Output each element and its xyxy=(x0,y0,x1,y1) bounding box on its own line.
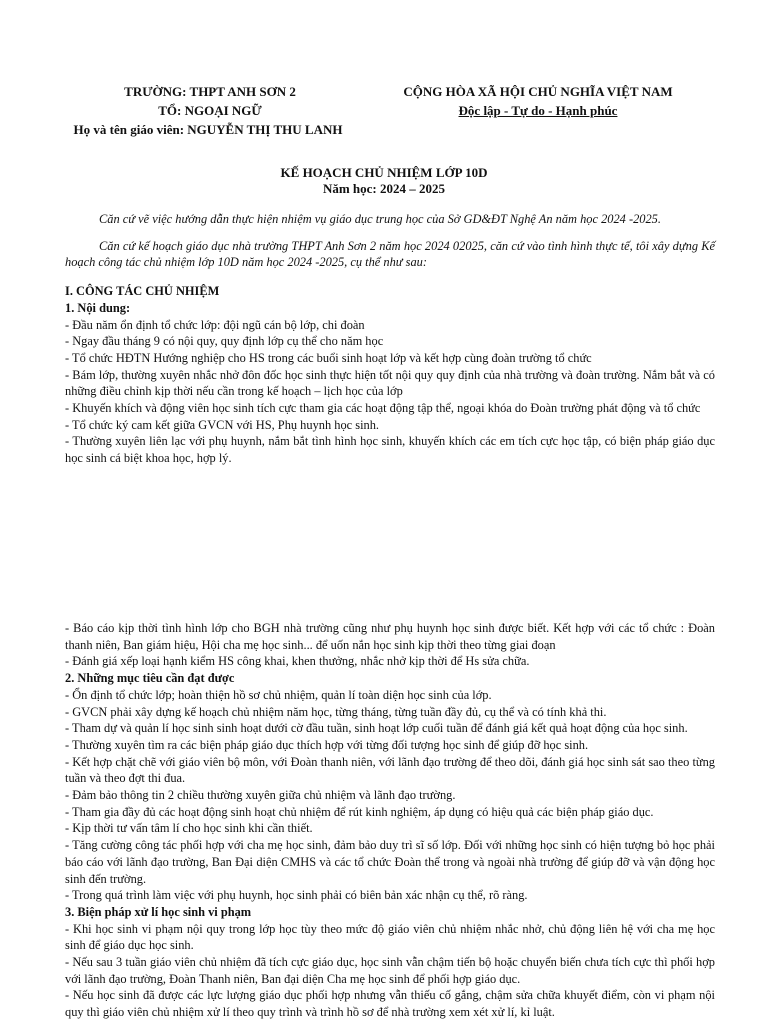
list-item: - Tham dự và quản lí học sinh sinh hoạt dưới cờ đầu tuần, sinh hoạt lớp cuối tuần để đánh giá kết quả hoạt động của học sinh. xyxy=(65,721,688,736)
list-item: - Tăng cường công tác phối hợp với cha mẹ học sinh, đảm bảo duy trì sĩ số lớp. Đối với những học sinh có hiện tượng bỏ học phải báo cáo với lãnh đạo trường, Ban Đại diện CMHS và các tổ chức Đoàn thể trong và ngoài nhà trường để giúp đỡ và vận động học sinh đến trường. xyxy=(65,838,715,886)
list-item: - Nếu học sinh đã được các lực lượng giáo dục phối hợp nhưng vẫn thiếu cố gắng, chậm sửa chữa khuyết điểm, còn vi phạm nội quy thì giáo viên chủ nhiệm xử lí theo quy trình và trình hồ sơ để nhà trường xem xét xử lí, kỉ luật. xyxy=(65,988,715,1020)
list-item: - Đảm bảo thông tin 2 chiều thường xuyên giữa chủ nhiệm và lãnh đạo trường. xyxy=(65,788,456,803)
content-block-top xyxy=(65,211,715,467)
list-item: - Trong quá trình làm việc với phụ huynh, học sinh phải có biên bản xác nhận cụ thể, rõ ràng. xyxy=(65,888,528,903)
list-item: - GVCN phải xây dựng kế hoạch chủ nhiệm năm học, từng tháng, từng tuần đầy đủ, cụ thể và có tính khả thi. xyxy=(65,704,607,719)
school-name: TRƯỜNG: THPT ANH SƠN 2 xyxy=(124,84,296,99)
teacher-name: Họ và tên giáo viên: NGUYỄN THỊ THU LANH xyxy=(73,122,343,137)
list-item: - Kết hợp chặt chẽ với giáo viên bộ môn, với Đoàn thanh niên, với lãnh đạo trường để theo dõi, đánh giá học sinh sát sao theo từng tuần và theo đợt thi đua. xyxy=(65,754,715,786)
school-header xyxy=(60,82,360,139)
list-item: - Ngay đầu tháng 9 có nội quy, quy định lớp cụ thể cho năm học xyxy=(65,334,384,349)
list-item: - Đánh giá xếp loại hạnh kiểm HS công khai, khen thưởng, nhắc nhở kịp thời để Hs sửa chữa. xyxy=(65,654,530,669)
national-motto: Độc lập - Tự do - Hạnh phúc xyxy=(458,103,618,118)
list-item: - Khi học sinh vi phạm nội quy trong lớp học tùy theo mức độ giáo viên chủ nhiệm nhắc nhở, chủ động liên hệ với cha mẹ học sinh để giáo dục học sinh. xyxy=(65,921,715,953)
plan-title: KẾ HOẠCH CHỦ NHIỆM LỚP 10D xyxy=(280,165,488,180)
list-item: - Nếu sau 3 tuần giáo viên chủ nhiệm đã tích cực giáo dục, học sinh vẫn chậm tiến bộ hoặc chuyển biến chưa tích cực thì phối hợp với lãnh đạo trường, Đoàn Thanh niên, Ban đại diện Cha mẹ học sinh để phối hợp giáo dục. xyxy=(65,955,715,986)
department-name: TỔ: NGOẠI NGỮ xyxy=(158,103,262,118)
school-year: Năm học: 2024 – 2025 xyxy=(322,181,446,196)
document-title xyxy=(0,165,768,197)
list-item: - Ổn định tổ chức lớp; hoàn thiện hồ sơ chủ nhiệm, quản lí toàn diện học sinh của lớp. xyxy=(65,687,492,702)
list-item: - Bám lớp, thường xuyên nhắc nhở đôn đốc học sinh thực hiện tốt nội quy quy định của nhà trường và đoàn trường. Nắm bắt và có những điều chỉnh kịp thời nếu cần trong kế hoạch – lịch học của lớp xyxy=(65,367,715,399)
subsection-heading: 1. Nội dung: xyxy=(65,300,131,315)
list-item: - Khuyến khích và động viên học sinh tích cực tham gia các hoạt động tập thể, ngoại khóa do Đoàn trường phát động và tổ chức xyxy=(65,401,701,416)
intro-paragraph: Căn cứ kế hoạch giáo dục nhà trường THPT Anh Sơn 2 năm học 2024 02025, căn cứ vào tình hình thực tế, tôi xây dựng Kế hoạch công tác chủ nhiệm lớp 10D năm học 2024 -2025, cụ thể như sau: xyxy=(65,238,715,270)
list-item: - Tổ chức HĐTN Hướng nghiệp cho HS trong các buổi sinh hoạt lớp và kết hợp cùng đoàn trường tổ chức xyxy=(65,350,592,365)
section-heading: I. CÔNG TÁC CHỦ NHIỆM xyxy=(65,284,220,299)
list-item: - Thường xuyên tìm ra các biện pháp giáo dục thích hợp với từng đối tượng học sinh để giúp đỡ học sinh. xyxy=(65,737,589,752)
subsection-heading: 3. Biện pháp xử lí học sinh vi phạm xyxy=(65,904,252,919)
subsection-heading: 2. Những mục tiêu cần đạt được xyxy=(65,671,235,686)
list-item: - Kịp thời tư vấn tâm lí cho học sinh khi cần thiết. xyxy=(65,821,313,836)
list-item: - Thường xuyên liên lạc với phụ huynh, nắm bắt tình hình học sinh, khuyến khích các em tích cực học tập, có biện pháp giáo dục học sinh cá biệt khoa học, hợp lý. xyxy=(65,434,715,466)
list-item: - Tham gia đầy đủ các hoạt động sinh hoạt chủ nhiệm để rút kinh nghiệm, áp dụng có hiệu quả các biện pháp giáo dục. xyxy=(65,804,654,819)
list-item: - Báo cáo kịp thời tình hình lớp cho BGH nhà trường cũng như phụ huynh học sinh được biết. Kết hợp với các tổ chức : Đoàn thanh niên, Ban giám hiệu, Hội cha mẹ học sinh... để uốn nắn học sinh kịp thời theo từng giai đoạn xyxy=(65,621,715,652)
content-block-bottom xyxy=(65,620,715,1021)
republic-name: CỘNG HÒA XÃ HỘI CHỦ NGHĨA VIỆT NAM xyxy=(403,84,673,99)
national-header xyxy=(388,82,688,120)
list-item: - Đầu năm ổn định tổ chức lớp: đội ngũ cán bộ lớp, chi đoàn xyxy=(65,317,365,332)
list-item: - Tổ chức ký cam kết giữa GVCN với HS, Phụ huynh học sinh. xyxy=(65,417,380,432)
intro-paragraph: Căn cứ vẽ việc hướng dẫn thực hiện nhiệm vụ giáo dục trung học của Sở GD&ĐT Nghệ An năm học 2024 -2025. xyxy=(99,212,661,226)
